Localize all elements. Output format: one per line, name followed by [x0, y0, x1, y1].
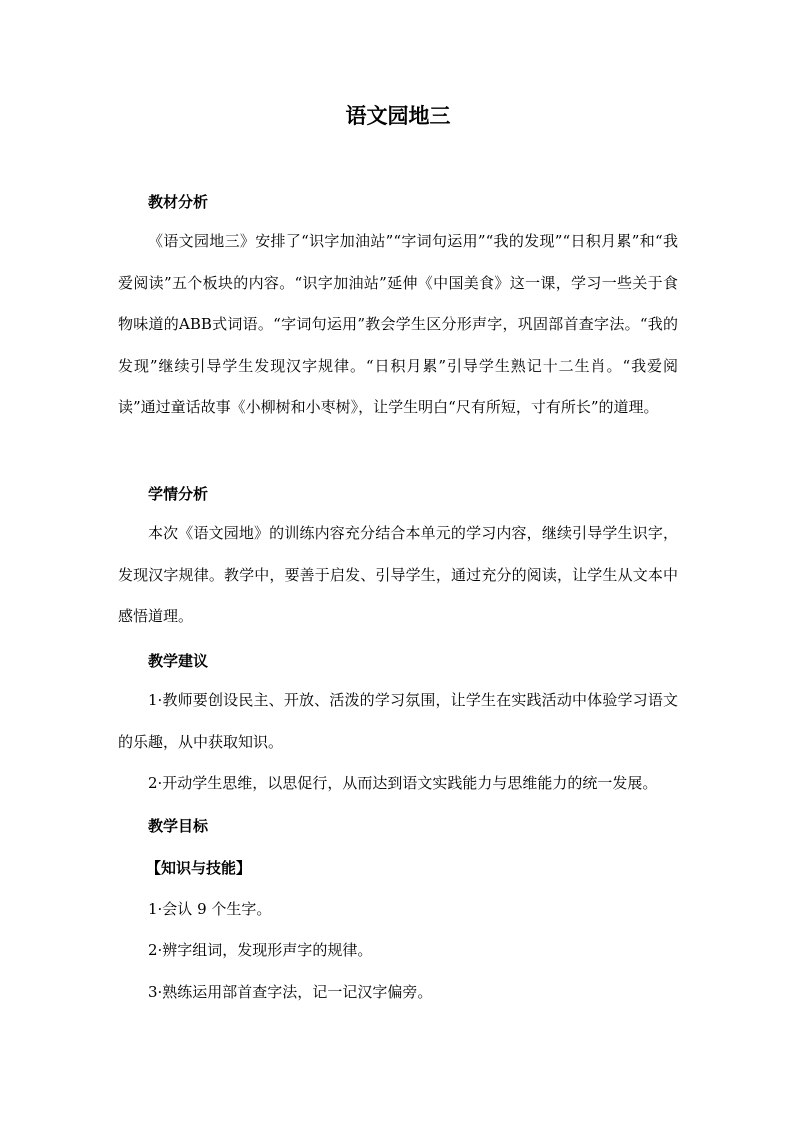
section-heading-teaching-suggestions: 教学建议	[148, 652, 209, 670]
section-heading-learner-analysis: 学情分析	[148, 485, 209, 503]
goal-item-1: 1·会认 9 个生字。	[148, 900, 272, 918]
goal-item-3: 3·熟练运用部首查字法，记一记汉字偏旁。	[148, 983, 433, 1001]
goals-subheading-knowledge-skills: 【知识与技能】	[146, 859, 252, 877]
paragraph-material-analysis: 《语文园地三》安排了“识字加油站”“字词句运用”“我的发现”“日积月累”和“我爱阅读”五个板块的内容。“识字加油站”延伸《中国美食》这一课，学习一些关于食物味道的ABB式词语。“字词句运用”教会学生区分形声字，巩固部首查字法。“我的发现”继续引导学生发现汉字规律。“日积月累”引导学生熟记十二生肖。“我爱阅读”通过童话故事《小柳树和小枣树》，让学生明白“尺有所短，寸有所长”的道理。	[118, 232, 678, 416]
suggestion-item-2: 2·开动学生思维，以思促行，从而达到语文实践能力与思维能力的统一发展。	[148, 774, 658, 792]
suggestion-item-1: 1·教师要创设民主、开放、活泼的学习氛围，让学生在实践活动中体验学习语文的乐趣，从中获取知识。	[118, 691, 678, 751]
section-heading-material-analysis: 教材分析	[148, 193, 209, 211]
paragraph-learner-analysis: 本次《语文园地》的训练内容充分结合本单元的学习内容，继续引导学生识字，发现汉字规律。教学中，要善于启发、引导学生，通过充分的阅读，让学生从文本中感悟道理。	[118, 524, 678, 625]
page-title: 语文园地三	[345, 104, 451, 128]
section-heading-teaching-goals: 教学目标	[148, 817, 209, 835]
goal-item-2: 2·辨字组词，发现形声字的规律。	[148, 941, 373, 959]
